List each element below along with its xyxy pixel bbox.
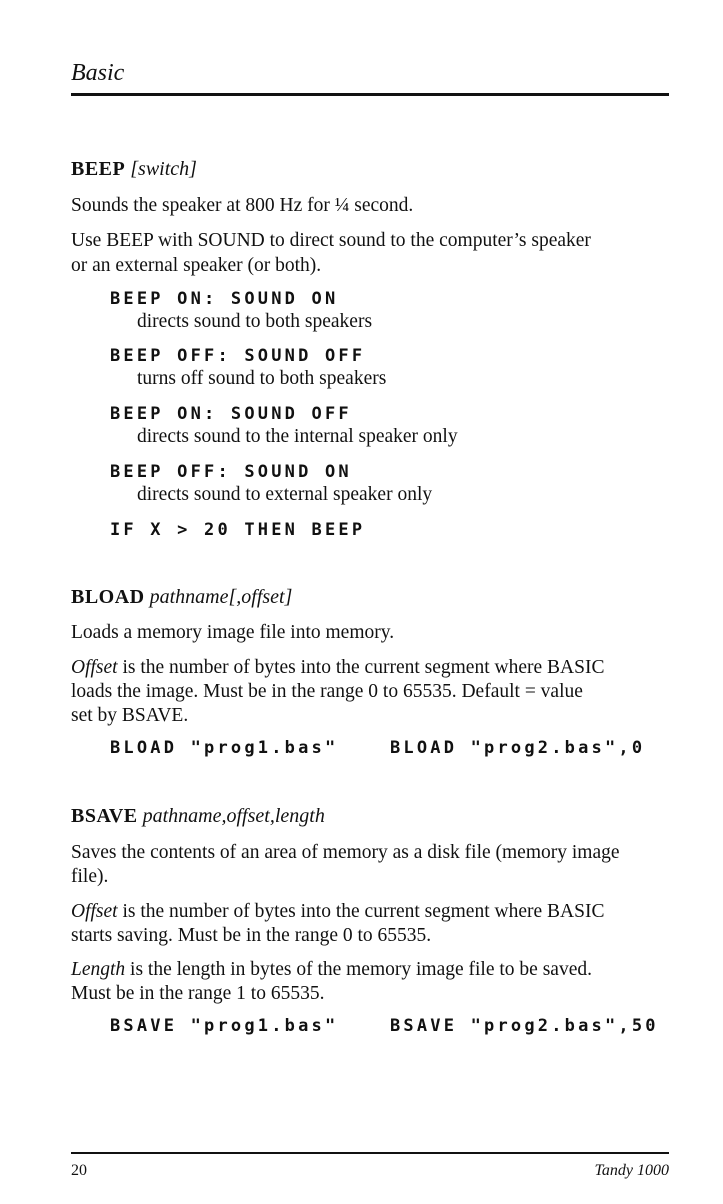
beep-example-1-code: BEEP ON: SOUND ON [110,289,339,309]
bload-params: pathname[,offset] [149,586,293,608]
footer-brand: Tandy 1000 [594,1162,669,1179]
bsave-heading [71,804,325,829]
beep-summary: Sounds the speaker at 800 Hz for ¼ second. [71,195,414,216]
bsave-params: pathname,offset,length [142,805,325,827]
bload-example-2: BLOAD "prog2.bas",0 [390,738,646,758]
bload-summary: Loads a memory image file into memory. [71,622,395,643]
beep-params: [switch] [130,158,197,180]
bload-heading [71,585,292,610]
bsave-keyword: BSAVE [71,805,138,827]
beep-example-2-code: BEEP OFF: SOUND OFF [110,346,366,366]
beep-example-4-code: BEEP OFF: SOUND ON [110,462,352,482]
running-header-title: Basic [71,60,125,86]
beep-example-2-desc: turns off sound to both speakers [137,368,387,389]
bsave-length-term: Length [71,959,126,980]
bsave-offset-line-1 [71,899,604,924]
beep-usage-line-1: Use BEEP with SOUND to direct sound to the computer’s speaker [71,230,591,251]
bsave-example-1: BSAVE "prog1.bas" [110,1016,339,1036]
beep-keyword: BEEP [71,158,126,180]
beep-example-3-desc: directs sound to the internal speaker only [137,426,458,447]
bsave-summary-line-2: file). [71,866,109,887]
bload-offset-text: is the number of bytes into the current segment where BASIC [117,657,605,678]
beep-extra-example: IF X > 20 THEN BEEP [110,520,366,540]
bsave-offset-text: is the number of bytes into the current segment where BASIC [117,901,605,922]
bsave-summary-line-1: Saves the contents of an area of memory as a disk file (memory image [71,842,620,863]
bsave-offset-line-2: starts saving. Must be in the range 0 to 65535. [71,925,432,946]
beep-example-1-desc: directs sound to both speakers [137,311,373,332]
beep-example-3-code: BEEP ON: SOUND OFF [110,404,352,424]
bload-keyword: BLOAD [71,586,145,608]
bload-offset-term: Offset [71,657,118,678]
bsave-offset-term: Offset [71,901,118,922]
header-rule [71,93,669,96]
bsave-example-2: BSAVE "prog2.bas",50 [390,1016,659,1036]
bload-offset-line-2: loads the image. Must be in the range 0 to 65535. Default = value [71,681,583,702]
beep-example-4-desc: directs sound to external speaker only [137,484,433,505]
bload-example-1: BLOAD "prog1.bas" [110,738,339,758]
bsave-length-text: is the length in bytes of the memory image file to be saved. [125,959,592,980]
footer-rule [71,1152,669,1154]
beep-usage-line-2: or an external speaker (or both). [71,255,322,276]
bload-offset-line-3: set by BSAVE. [71,705,189,726]
beep-heading [71,157,197,182]
bsave-length-line-2: Must be in the range 1 to 65535. [71,983,325,1004]
bsave-length-line-1 [71,957,592,982]
page-number: 20 [71,1162,87,1179]
bload-offset-line-1 [71,655,604,680]
